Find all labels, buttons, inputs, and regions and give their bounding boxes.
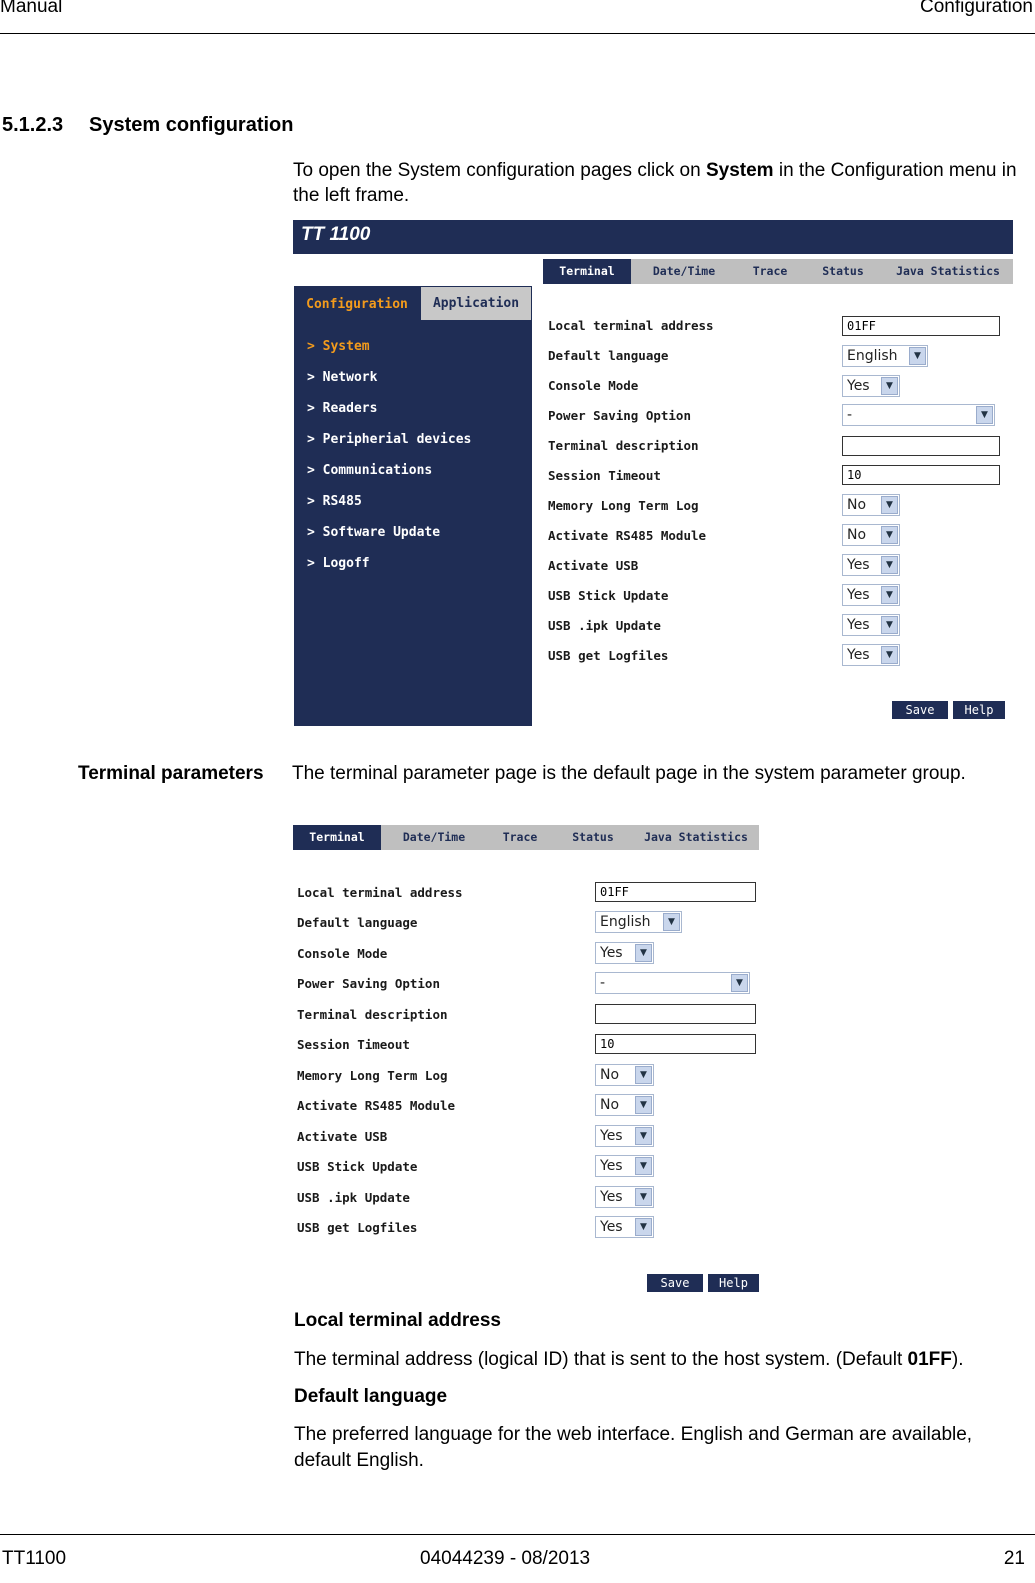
select-default-language[interactable] bbox=[595, 911, 682, 933]
label-default-language: Default language bbox=[297, 915, 418, 930]
select-value: No bbox=[847, 527, 867, 543]
tab-date-time[interactable]: Date/Time bbox=[652, 264, 716, 278]
label-usb-ipk-update: USB .ipk Update bbox=[297, 1190, 410, 1205]
default-language-text: The preferred language for the web interface. English and German are available, default English. bbox=[294, 1424, 973, 1471]
section-title: System configuration bbox=[89, 114, 294, 136]
chevron-down-icon: ▼ bbox=[635, 944, 652, 962]
label-terminal-description: Terminal description bbox=[297, 1007, 448, 1022]
tab-trace[interactable]: Trace bbox=[502, 830, 538, 844]
select-default-language[interactable] bbox=[842, 345, 928, 367]
select-value: Yes bbox=[600, 1189, 623, 1205]
label-console-mode: Console Mode bbox=[297, 946, 388, 961]
select-console-mode[interactable] bbox=[842, 375, 900, 397]
tab-configuration[interactable]: Configuration bbox=[306, 297, 408, 312]
label-terminal-description: Terminal description bbox=[548, 438, 699, 453]
chevron-down-icon: ▼ bbox=[635, 1096, 652, 1114]
chevron-down-icon: ▼ bbox=[635, 1157, 652, 1175]
input-session-timeout[interactable]: 10 bbox=[595, 1034, 756, 1054]
chevron-down-icon: ▼ bbox=[881, 496, 898, 514]
input-local-terminal-address[interactable]: 01FF bbox=[595, 882, 756, 902]
select-activate-rs485-module[interactable] bbox=[595, 1094, 654, 1116]
terminal-parameters-heading: Terminal parameters bbox=[78, 763, 264, 784]
select-value: Yes bbox=[847, 587, 870, 603]
input-local-terminal-address[interactable]: 01FF bbox=[842, 316, 1000, 336]
label-activate-rs485-module: Activate RS485 Module bbox=[548, 528, 707, 543]
select-memory-long-term-log[interactable] bbox=[595, 1064, 654, 1086]
select-value: No bbox=[600, 1097, 620, 1113]
config-sidebar bbox=[294, 286, 532, 726]
menu-readers[interactable]: > Readers bbox=[307, 401, 378, 416]
label-usb-get-logfiles: USB get Logfiles bbox=[297, 1220, 418, 1235]
select-value: - bbox=[847, 407, 853, 423]
input-session-timeout[interactable]: 10 bbox=[842, 465, 1000, 485]
label-session-timeout: Session Timeout bbox=[297, 1037, 410, 1052]
select-usb-get-logfiles[interactable] bbox=[842, 644, 900, 666]
app-title: TT 1100 bbox=[301, 224, 371, 245]
intro-before: To open the System configuration pages click on bbox=[293, 160, 706, 181]
menu-peripherial-devices[interactable]: > Peripherial devices bbox=[307, 432, 472, 447]
tab-bar bbox=[543, 259, 1013, 284]
save-button[interactable]: Save bbox=[892, 701, 948, 719]
select-value: Yes bbox=[600, 1219, 623, 1235]
select-memory-long-term-log[interactable] bbox=[842, 494, 900, 516]
chevron-down-icon: ▼ bbox=[635, 1188, 652, 1206]
label-power-saving-option: Power Saving Option bbox=[297, 976, 440, 991]
tab-java-statistics[interactable]: Java Statistics bbox=[644, 830, 748, 844]
chevron-down-icon: ▼ bbox=[635, 1218, 652, 1236]
chevron-down-icon: ▼ bbox=[881, 526, 898, 544]
select-console-mode[interactable] bbox=[595, 942, 654, 964]
section-number: 5.1.2.3 bbox=[2, 114, 64, 136]
tab-trace[interactable]: Trace bbox=[752, 264, 788, 278]
local-address-before: The terminal address (logical ID) that is sent to the host system. (Default bbox=[294, 1349, 908, 1370]
menu-communications[interactable]: > Communications bbox=[307, 463, 433, 478]
tab-status[interactable]: Status bbox=[822, 264, 864, 278]
chevron-down-icon: ▼ bbox=[881, 377, 898, 395]
save-button[interactable]: Save bbox=[647, 1274, 703, 1292]
label-memory-long-term-log: Memory Long Term Log bbox=[297, 1068, 448, 1083]
select-power-saving-option[interactable] bbox=[842, 404, 995, 426]
header-rule bbox=[0, 33, 1035, 34]
label-usb-stick-update: USB Stick Update bbox=[297, 1159, 418, 1174]
select-value: Yes bbox=[600, 945, 623, 961]
tab-application[interactable]: Application bbox=[421, 287, 531, 320]
menu-network[interactable]: > Network bbox=[307, 370, 378, 385]
label-memory-long-term-log: Memory Long Term Log bbox=[548, 498, 699, 513]
tab-date-time[interactable]: Date/Time bbox=[402, 830, 466, 844]
label-activate-rs485-module: Activate RS485 Module bbox=[297, 1098, 456, 1113]
footer-middle: 04044239 - 08/2013 bbox=[420, 1548, 591, 1569]
input-terminal-description[interactable] bbox=[842, 436, 1000, 456]
select-usb-get-logfiles[interactable] bbox=[595, 1216, 654, 1238]
select-value: Yes bbox=[847, 378, 870, 394]
footer-rule bbox=[0, 1534, 1035, 1535]
local-address-default: 01FF bbox=[907, 1349, 952, 1370]
select-value: No bbox=[600, 1067, 620, 1083]
select-value: Yes bbox=[847, 557, 870, 573]
menu-system[interactable]: > System bbox=[307, 339, 370, 354]
sidebar-tabs bbox=[294, 286, 532, 321]
header-left: Manual bbox=[0, 0, 63, 17]
select-value: Yes bbox=[600, 1158, 623, 1174]
select-value: English bbox=[600, 914, 651, 930]
label-local-terminal-address: Local terminal address bbox=[548, 318, 714, 333]
page-number: 21 bbox=[1003, 1548, 1025, 1569]
terminal-parameters-text: The terminal parameter page is the default page in the system parameter group. bbox=[292, 763, 966, 784]
help-button[interactable]: Help bbox=[708, 1274, 759, 1292]
tab-terminal[interactable]: Terminal bbox=[543, 259, 631, 284]
tab-terminal[interactable]: Terminal bbox=[293, 825, 381, 850]
intro-paragraph bbox=[293, 158, 1023, 208]
chevron-down-icon: ▼ bbox=[881, 556, 898, 574]
select-usb-stick-update[interactable] bbox=[595, 1155, 654, 1177]
menu-software-update[interactable]: > Software Update bbox=[307, 525, 441, 540]
chevron-down-icon: ▼ bbox=[881, 586, 898, 604]
select-value: English bbox=[847, 348, 898, 364]
select-usb-ipk-update[interactable] bbox=[595, 1186, 654, 1208]
select-power-saving-option[interactable] bbox=[595, 972, 750, 994]
header-right: Configuration bbox=[919, 0, 1033, 17]
select-usb-stick-update[interactable] bbox=[842, 584, 900, 606]
select-activate-usb[interactable] bbox=[595, 1125, 654, 1147]
tab-status[interactable]: Status bbox=[572, 830, 614, 844]
menu-rs485[interactable]: > RS485 bbox=[307, 494, 362, 509]
chevron-down-icon: ▼ bbox=[663, 913, 680, 931]
chevron-down-icon: ▼ bbox=[635, 1127, 652, 1145]
select-value: No bbox=[847, 497, 867, 513]
input-terminal-description[interactable] bbox=[595, 1004, 756, 1024]
label-activate-usb: Activate USB bbox=[548, 558, 639, 573]
label-usb-ipk-update: USB .ipk Update bbox=[548, 618, 661, 633]
local-address-heading: Local terminal address bbox=[294, 1310, 501, 1331]
label-power-saving-option: Power Saving Option bbox=[548, 408, 691, 423]
chevron-down-icon: ▼ bbox=[909, 347, 926, 365]
help-button[interactable]: Help bbox=[953, 701, 1005, 719]
select-value: Yes bbox=[847, 617, 870, 633]
chevron-down-icon: ▼ bbox=[635, 1066, 652, 1084]
label-activate-usb: Activate USB bbox=[297, 1129, 388, 1144]
app-banner bbox=[293, 220, 1013, 254]
label-session-timeout: Session Timeout bbox=[548, 468, 661, 483]
chevron-down-icon: ▼ bbox=[881, 646, 898, 664]
select-activate-usb[interactable] bbox=[842, 554, 900, 576]
label-default-language: Default language bbox=[548, 348, 669, 363]
default-language-heading: Default language bbox=[294, 1386, 448, 1407]
local-address-after: ). bbox=[951, 1349, 964, 1370]
select-value: Yes bbox=[600, 1128, 623, 1144]
intro-after: in the Configuration menu in the left frame. bbox=[293, 160, 1017, 206]
tab-bar-2 bbox=[293, 825, 759, 850]
chevron-down-icon: ▼ bbox=[881, 616, 898, 634]
menu-logoff[interactable]: > Logoff bbox=[307, 556, 370, 571]
footer-left: TT1100 bbox=[2, 1548, 67, 1569]
select-activate-rs485-module[interactable] bbox=[842, 524, 900, 546]
label-local-terminal-address: Local terminal address bbox=[297, 885, 463, 900]
select-value: - bbox=[600, 975, 606, 991]
chevron-down-icon: ▼ bbox=[976, 406, 993, 424]
chevron-down-icon: ▼ bbox=[731, 974, 748, 992]
label-usb-stick-update: USB Stick Update bbox=[548, 588, 669, 603]
select-usb-ipk-update[interactable] bbox=[842, 614, 900, 636]
select-value: Yes bbox=[847, 647, 870, 663]
local-address-text bbox=[294, 1347, 1014, 1373]
intro-bold: System bbox=[705, 160, 774, 181]
label-usb-get-logfiles: USB get Logfiles bbox=[548, 648, 669, 663]
label-console-mode: Console Mode bbox=[548, 378, 639, 393]
tab-java-statistics[interactable]: Java Statistics bbox=[896, 264, 1000, 278]
